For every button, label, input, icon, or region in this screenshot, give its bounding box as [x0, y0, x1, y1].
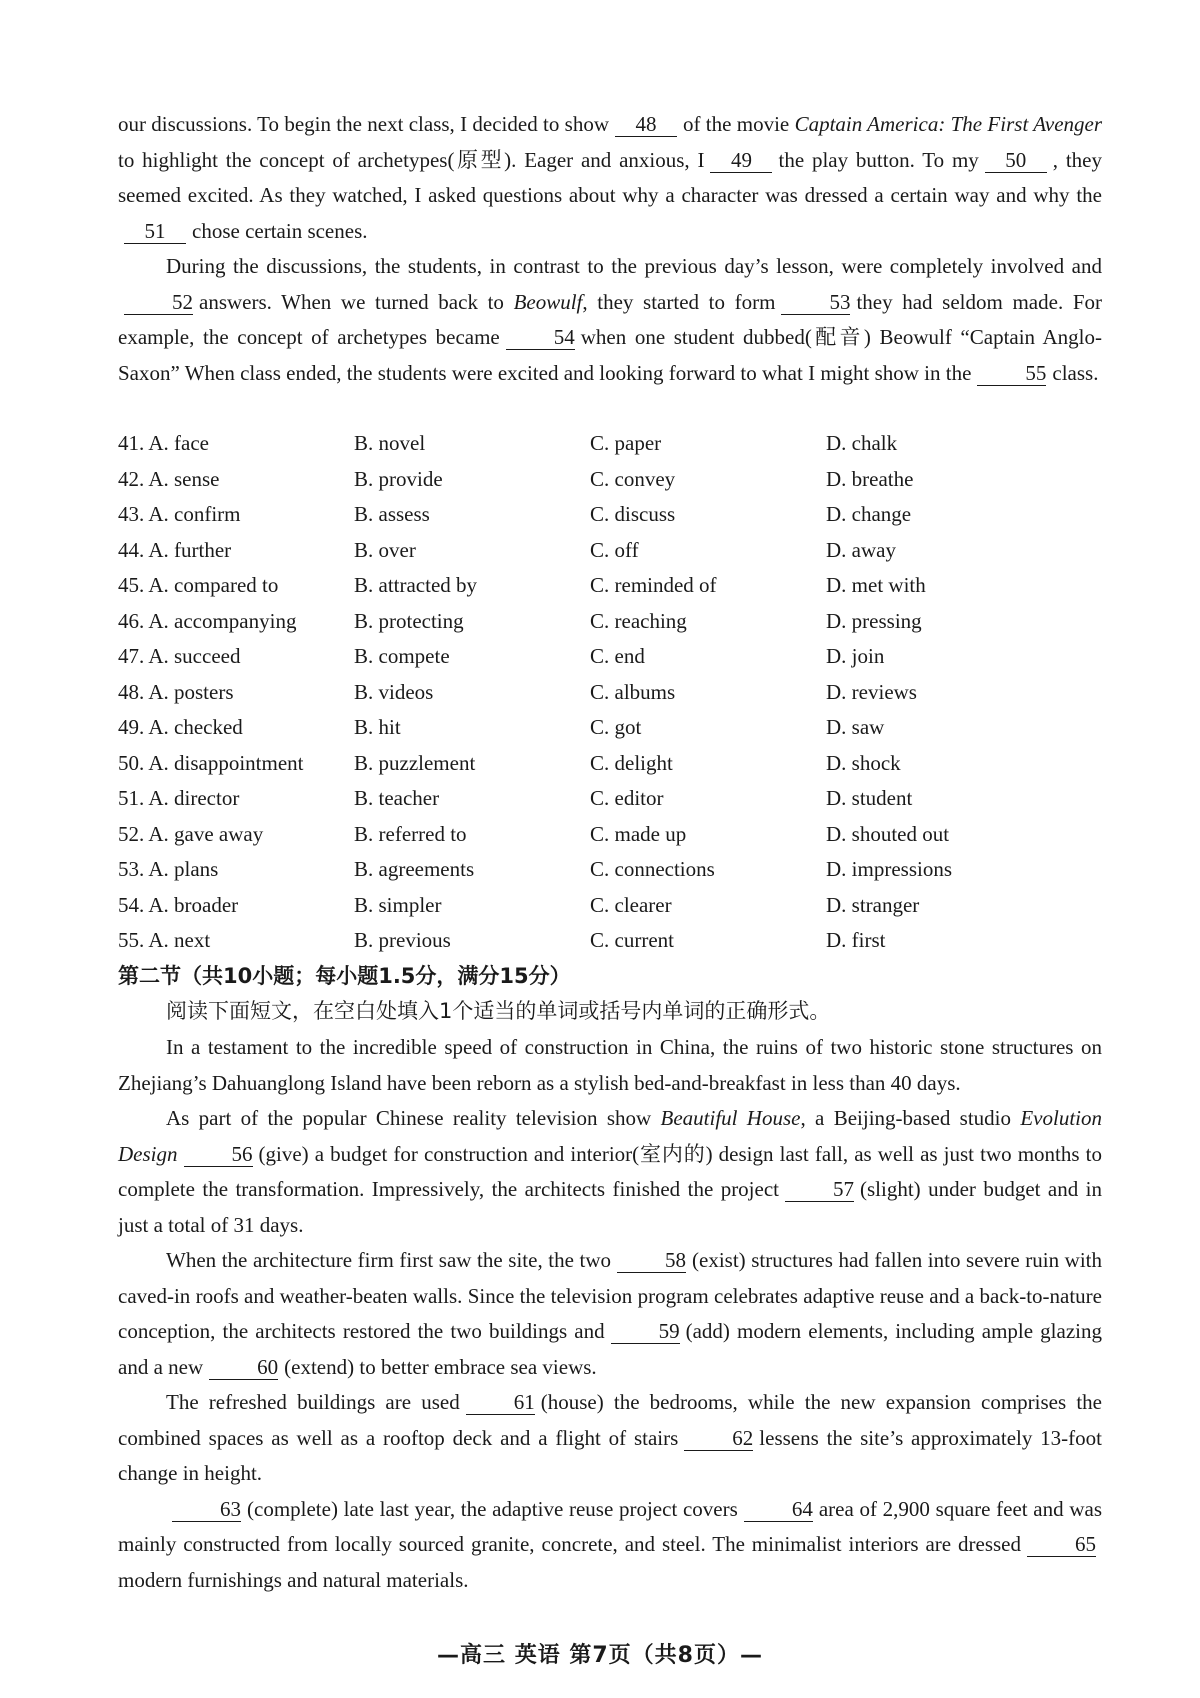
option-d: D. breathe [826, 466, 914, 491]
option-a: 54. A. broader [118, 892, 239, 917]
text: When the architecture firm first saw the site, the two [166, 1248, 612, 1272]
movie-title: Captain America: The First Avenger [794, 112, 1103, 136]
cloze-passage-continuation [118, 107, 1102, 391]
option-c: C. current [590, 928, 674, 952]
option-d: D. shouted out [826, 821, 950, 846]
blank-55: 55 [977, 361, 1046, 386]
section-instruction: 阅读下面短文，在空白处填入1个适当的单词或括号内单词的正确形式。 [166, 999, 831, 1023]
text: During the discussions, the students, in contrast to the previous day’s lesson, were completely involved and [166, 254, 1102, 278]
blank-51: 51 [124, 219, 186, 244]
text: area of 2,900 square feet and was mainly constructed from locally sourced granite, concrete, and steel. The minimalist interiors are dressed [118, 1496, 1102, 1556]
text: , they started to form [582, 289, 776, 314]
blank-63: 63 [172, 1497, 241, 1522]
option-b: B. protecting [354, 608, 464, 633]
option-c: C. discuss [590, 502, 676, 526]
option-a: 43. A. confirm [118, 502, 241, 526]
option-a: 42. A. sense [118, 466, 220, 491]
text: The refreshed buildings are used [166, 1390, 460, 1414]
option-row [118, 426, 1102, 462]
option-row [118, 462, 1102, 498]
option-row [118, 888, 1102, 924]
blank-61: 61 [466, 1390, 535, 1415]
text: (slight) under budget and in just a total of 31 days. [118, 1177, 1102, 1237]
blank-48: 48 [615, 112, 677, 137]
text: (exist) structures had fallen into severe ruin with caved-in roofs and weather-beaten walls. Since the television program celebrates adaptive reuse and a back-to-nature conception, the architects restored the two buildings and [118, 1248, 1102, 1343]
text: the play button. To my [778, 147, 979, 172]
option-row [118, 533, 1102, 569]
option-d: D. pressing [826, 608, 922, 633]
option-c: C. got [590, 715, 642, 739]
option-row [118, 497, 1102, 533]
blank-50: 50 [985, 148, 1047, 173]
option-b: B. assess [354, 502, 430, 526]
option-a: 49. A. checked [118, 715, 243, 739]
blank-60: 60 [209, 1355, 278, 1380]
blank-56: 56 [184, 1142, 253, 1167]
paragraph [118, 1492, 1102, 1599]
option-c: C. off [590, 537, 639, 562]
text: to highlight the concept of archetypes(原型). Eager and anxious, I [118, 147, 705, 172]
text: lessens the site’s approximately 13-foot change in height. [118, 1425, 1102, 1485]
blank-54: 54 [506, 325, 575, 350]
option-b: B. referred to [354, 821, 467, 846]
section-heading: 第二节（共10小题；每小题1.5分，满分15分） [118, 964, 571, 988]
show-title: Beautiful House [660, 1106, 801, 1130]
option-b: B. teacher [354, 786, 440, 810]
option-c: C. paper [590, 431, 662, 455]
option-c: C. reaching [590, 608, 687, 633]
option-d: D. first [826, 928, 886, 952]
option-b: B. over [354, 537, 416, 562]
option-b: B. simpler [354, 892, 442, 917]
option-b: B. provide [354, 466, 443, 491]
option-row [118, 675, 1102, 711]
option-d: D. away [826, 537, 896, 562]
option-a: 46. A. accompanying [118, 608, 297, 633]
option-a: 50. A. disappointment [118, 750, 304, 775]
option-b: B. puzzlement [354, 750, 476, 775]
option-c: C. connections [590, 857, 715, 881]
option-d: D. impressions [826, 857, 952, 881]
option-a: 52. A. gave away [118, 821, 264, 846]
option-d: D. stranger [826, 892, 920, 917]
option-row [118, 746, 1102, 782]
option-row [118, 639, 1102, 675]
option-d: D. shock [826, 750, 901, 775]
option-c: C. delight [590, 750, 673, 775]
blank-65: 65 [1027, 1532, 1096, 1557]
option-c: C. made up [590, 821, 687, 846]
blank-58: 58 [617, 1248, 686, 1273]
text: (give) a budget for construction and interior(室内的) design last fall, as well as just two months to complete the transformation. Impressively, the architects finished the project [118, 1141, 1102, 1201]
option-c: C. reminded of [590, 573, 717, 597]
text: class. [1052, 360, 1099, 385]
paragraph: In a testament to the incredible speed of construction in China, the ruins of two historic stone structures on Zhejiang’s Dahuanglong Island have been reborn as a stylish bed-and-breakfast in less than 40 days. [118, 1035, 1102, 1095]
paragraph [118, 249, 1102, 391]
blank-64: 64 [744, 1497, 813, 1522]
option-a: 48. A. posters [118, 679, 234, 704]
option-row [118, 923, 1102, 959]
option-a: 53. A. plans [118, 857, 219, 881]
text: As part of the popular Chinese reality television show [166, 1106, 652, 1130]
option-c: C. editor [590, 786, 664, 810]
text: , a Beijing-based studio [800, 1106, 1012, 1130]
option-d: D. join [826, 644, 885, 668]
text: modern furnishings and natural materials. [118, 1567, 469, 1592]
text: , they seemed excited. As they watched, I asked questions about why a character was dressed a certain way and why the [118, 147, 1102, 207]
blank-59: 59 [611, 1319, 680, 1344]
option-a: 41. A. face [118, 431, 209, 455]
option-b: B. agreements [354, 857, 475, 881]
paragraph [118, 107, 1102, 249]
option-d: D. student [826, 786, 913, 810]
text: our discussions. To begin the next class, I decided to show [118, 112, 609, 136]
paragraph [118, 1101, 1102, 1243]
option-c: C. albums [590, 679, 676, 704]
grammar-fill-passage [118, 1030, 1102, 1598]
option-b: B. novel [354, 431, 426, 455]
option-d: D. reviews [826, 679, 917, 704]
text: (add) modern elements, including ample glazing and a new [118, 1319, 1102, 1379]
text: (complete) late last year, the adaptive reuse project covers [247, 1496, 738, 1521]
studio-name: Evolution Design [118, 1106, 1102, 1166]
option-d: D. change [826, 502, 912, 526]
option-a: 45. A. compared to [118, 573, 279, 597]
text: (extend) to better embrace sea views. [284, 1354, 597, 1379]
option-a: 51. A. director [118, 786, 240, 810]
option-a: 55. A. next [118, 928, 211, 952]
text: when one student dubbed(配音) Beowulf “Captain Anglo-Saxon” When class ended, the students were excited and looking forward to what I might show in the [118, 325, 1102, 385]
option-a: 44. A. further [118, 537, 232, 562]
text: of the movie [683, 112, 790, 136]
blank-52: 52 [124, 290, 193, 315]
option-c: C. convey [590, 466, 676, 491]
option-row [118, 710, 1102, 746]
text: (house) the bedrooms, while the new expansion comprises the combined spaces as well as a rooftop deck and a flight of stairs [118, 1390, 1102, 1450]
blank-57: 57 [785, 1177, 854, 1202]
option-b: B. hit [354, 715, 401, 739]
option-row [118, 604, 1102, 640]
option-d: D. met with [826, 573, 926, 597]
option-row [118, 817, 1102, 853]
option-row [118, 568, 1102, 604]
answer-options-table [118, 426, 1102, 959]
option-a: 47. A. succeed [118, 644, 241, 668]
paragraph [118, 1385, 1102, 1492]
option-c: C. end [590, 644, 645, 668]
text: they had seldom made. For example, the concept of archetypes became [118, 289, 1103, 349]
blank-53: 53 [781, 290, 850, 315]
text: answers. When we turned back to [199, 289, 504, 314]
blank-49: 49 [710, 148, 772, 173]
text: chose certain scenes. [192, 218, 368, 243]
option-d: D. saw [826, 715, 885, 739]
option-b: B. compete [354, 644, 450, 668]
blank-62: 62 [684, 1426, 753, 1451]
option-b: B. previous [354, 928, 451, 952]
option-b: B. attracted by [354, 573, 478, 597]
page-footer: —高三 英语 第7页（共8页）— [437, 1643, 763, 1668]
option-d: D. chalk [826, 431, 898, 455]
option-row [118, 852, 1102, 888]
option-row [118, 781, 1102, 817]
paragraph [118, 1243, 1102, 1385]
option-b: B. videos [354, 679, 434, 704]
book-title: Beowulf [513, 289, 583, 314]
option-c: C. clearer [590, 892, 672, 917]
